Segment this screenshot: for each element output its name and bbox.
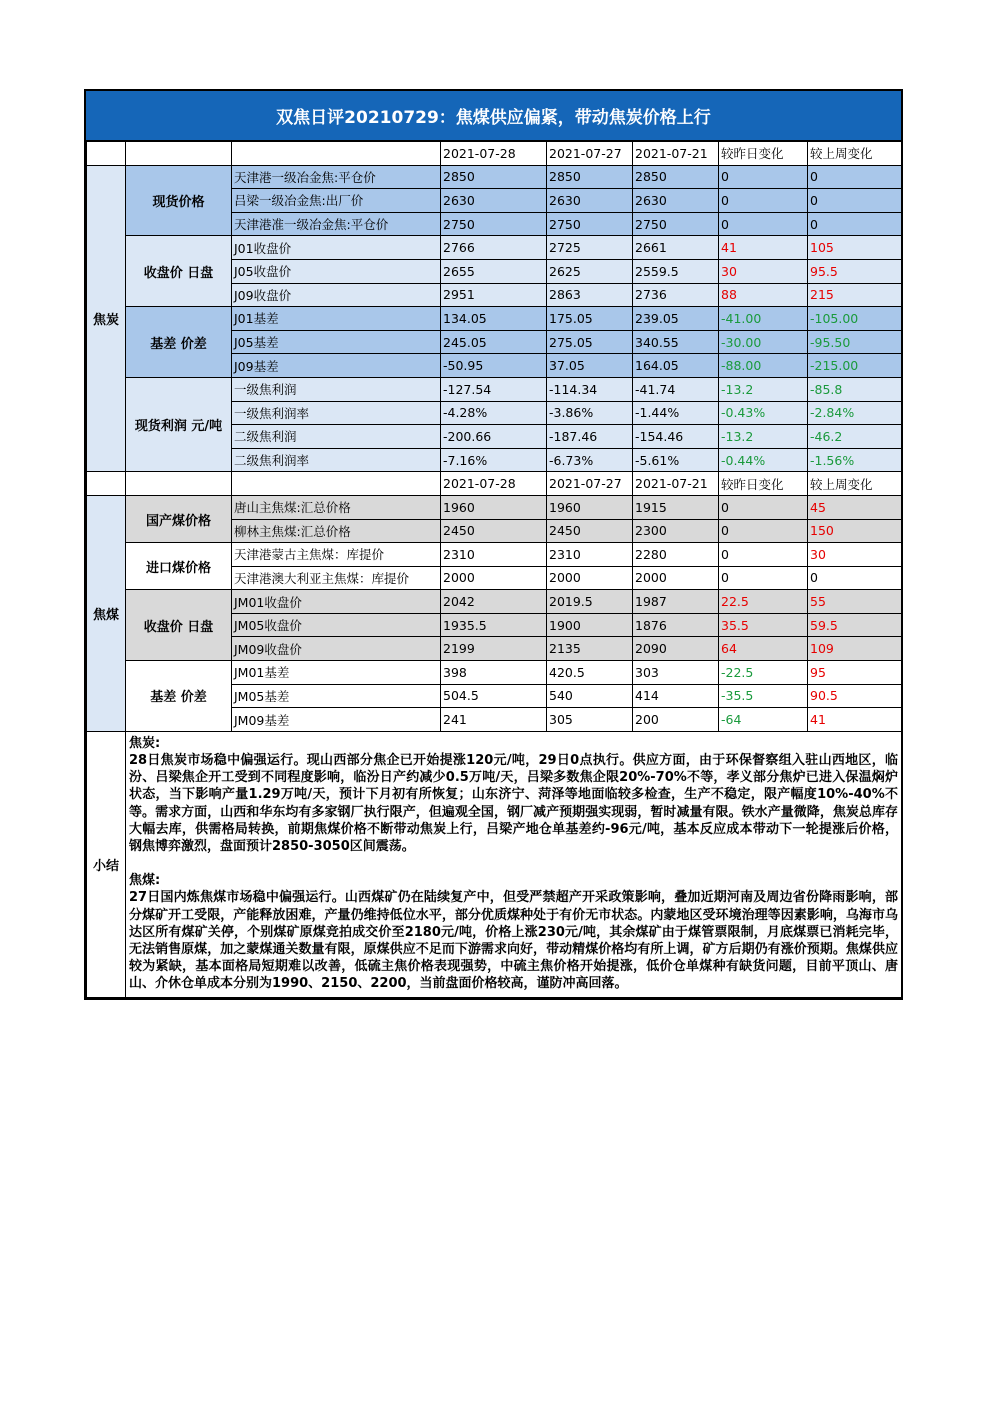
indicator-name: JM01基差 xyxy=(232,661,441,685)
value-cell: 2655 xyxy=(441,259,547,283)
value-cell: 37.05 xyxy=(547,354,633,378)
daily-change-cell: 88 xyxy=(719,283,808,307)
indicator-name: JM05收盘价 xyxy=(232,613,441,637)
daily-change-cell: 30 xyxy=(719,259,808,283)
table-row xyxy=(87,590,902,614)
weekly-change-cell: 95 xyxy=(808,661,902,685)
value-cell: 1960 xyxy=(547,495,633,519)
value-cell: 340.55 xyxy=(633,330,719,354)
daily-change-cell: 0 xyxy=(719,566,808,590)
daily-change-cell: 0 xyxy=(719,189,808,213)
value-cell: 1935.5 xyxy=(441,613,547,637)
daily-change-cell: -13.2 xyxy=(719,377,808,401)
weekly-change-cell: -105.00 xyxy=(808,307,902,331)
table-row xyxy=(87,236,902,260)
value-cell: 1915 xyxy=(633,495,719,519)
daily-change-cell: -30.00 xyxy=(719,330,808,354)
value-cell: -114.34 xyxy=(547,377,633,401)
weekly-change-cell: 0 xyxy=(808,189,902,213)
value-cell: -154.46 xyxy=(633,425,719,449)
value-cell: 414 xyxy=(633,684,719,708)
value-cell: 164.05 xyxy=(633,354,719,378)
summary-coke-heading: 焦炭: xyxy=(129,735,161,751)
value-cell: -41.74 xyxy=(633,377,719,401)
daily-change-cell: 41 xyxy=(719,236,808,260)
value-cell: 2725 xyxy=(547,236,633,260)
value-cell: 303 xyxy=(633,661,719,685)
daily-change-cell: -22.5 xyxy=(719,661,808,685)
value-cell: 2450 xyxy=(547,519,633,543)
value-cell: 2300 xyxy=(633,519,719,543)
weekly-change-cell: -95.50 xyxy=(808,330,902,354)
value-cell: 2135 xyxy=(547,637,633,661)
table-row xyxy=(87,495,902,519)
coking-coal-header-row xyxy=(87,472,902,496)
weekly-change-cell: 0 xyxy=(808,212,902,236)
header-blank xyxy=(87,142,126,166)
value-cell: 2450 xyxy=(441,519,547,543)
value-cell: 2019.5 xyxy=(547,590,633,614)
column-header: 较上周变化 xyxy=(808,472,902,496)
value-cell: 1876 xyxy=(633,613,719,637)
value-cell: 2661 xyxy=(633,236,719,260)
header-blank xyxy=(232,142,441,166)
value-cell: -5.61% xyxy=(633,448,719,472)
group-label: 进口煤价格 xyxy=(126,543,232,590)
value-cell: 175.05 xyxy=(547,307,633,331)
table-row xyxy=(87,661,902,685)
value-cell: 241 xyxy=(441,708,547,732)
value-cell: -7.16% xyxy=(441,448,547,472)
indicator-name: 唐山主焦煤:汇总价格 xyxy=(232,495,441,519)
daily-change-cell: 0 xyxy=(719,495,808,519)
weekly-change-cell: 215 xyxy=(808,283,902,307)
daily-change-cell: 0 xyxy=(719,519,808,543)
value-cell: 2042 xyxy=(441,590,547,614)
value-cell: 2750 xyxy=(633,212,719,236)
table-row xyxy=(87,377,902,401)
value-cell: 2850 xyxy=(441,165,547,189)
weekly-change-cell: 95.5 xyxy=(808,259,902,283)
indicator-name: 天津港一级冶金焦:平仓价 xyxy=(232,165,441,189)
value-cell: 2310 xyxy=(441,543,547,567)
value-cell: 239.05 xyxy=(633,307,719,331)
daily-change-cell: -35.5 xyxy=(719,684,808,708)
indicator-name: JM01收盘价 xyxy=(232,590,441,614)
value-cell: -4.28% xyxy=(441,401,547,425)
coking-coal-category-label: 焦煤 xyxy=(87,495,126,731)
value-cell: 2199 xyxy=(441,637,547,661)
report-sheet xyxy=(84,89,903,1000)
indicator-name: J09基差 xyxy=(232,354,441,378)
weekly-change-cell: 59.5 xyxy=(808,613,902,637)
indicator-name: 天津港准一级冶金焦:平仓价 xyxy=(232,212,441,236)
value-cell: 2850 xyxy=(633,165,719,189)
daily-change-cell: -64 xyxy=(719,708,808,732)
column-header: 2021-07-28 xyxy=(441,142,547,166)
value-cell: 2863 xyxy=(547,283,633,307)
column-header: 2021-07-27 xyxy=(547,142,633,166)
coke-header-row xyxy=(87,142,902,166)
value-cell: 2630 xyxy=(633,189,719,213)
header-blank xyxy=(232,472,441,496)
indicator-name: JM05基差 xyxy=(232,684,441,708)
indicator-name: 天津港澳大利亚主焦煤：库提价 xyxy=(232,566,441,590)
column-header: 2021-07-28 xyxy=(441,472,547,496)
group-label: 收盘价 日盘 xyxy=(126,590,232,661)
value-cell: 305 xyxy=(547,708,633,732)
daily-change-cell: 0 xyxy=(719,543,808,567)
value-cell: 2000 xyxy=(547,566,633,590)
indicator-name: JM09基差 xyxy=(232,708,441,732)
daily-change-cell: -13.2 xyxy=(719,425,808,449)
indicator-name: 柳林主焦煤:汇总价格 xyxy=(232,519,441,543)
indicator-name: J01基差 xyxy=(232,307,441,331)
header-blank xyxy=(87,472,126,496)
value-cell: 398 xyxy=(441,661,547,685)
coke-category-label: 焦炭 xyxy=(87,165,126,472)
value-cell: 420.5 xyxy=(547,661,633,685)
summary-text xyxy=(126,731,902,997)
value-cell: 2736 xyxy=(633,283,719,307)
value-cell: 2559.5 xyxy=(633,259,719,283)
summary-coke-text: 28日焦炭市场稳中偏强运行。现山西部分焦企已开始提涨120元/吨，29日0点执行。供应方面，由于环保督察组入驻山西地区，临汾、吕梁焦企开工受到不同程度影响，临汾日产约减少0.5万吨/天，吕梁多数焦企限20%-70%不等，孝义部分焦炉已进入保温焖炉状态，当下影响产量1.29万吨/天，预计下月初有所恢复；山东济宁、菏泽等地面临较多检查，生产不稳定，限产幅度10%-40%不等。需求方面，山西和华东均有多家钢厂执行限产，但遍观全国，钢厂减产预期强实现弱，暂时减量有限。铁水产量微降，焦炭总库存大幅去库，供需格局转换，前期焦煤价格不断带动焦炭上行，吕梁产地仓单基差约-96元/吨，基本反应成本带动下一轮提涨后价格，钢焦博弈激烈，盘面预计2850-3050区间震荡。 xyxy=(129,753,898,855)
indicator-name: 吕梁一级冶金焦:出厂价 xyxy=(232,189,441,213)
value-cell: 1900 xyxy=(547,613,633,637)
value-cell: -187.46 xyxy=(547,425,633,449)
indicator-name: J05基差 xyxy=(232,330,441,354)
value-cell: 275.05 xyxy=(547,330,633,354)
value-cell: 2951 xyxy=(441,283,547,307)
column-header: 2021-07-27 xyxy=(547,472,633,496)
summary-section xyxy=(87,731,902,997)
value-cell: 1960 xyxy=(441,495,547,519)
weekly-change-cell: 150 xyxy=(808,519,902,543)
weekly-change-cell: -46.2 xyxy=(808,425,902,449)
group-label: 基差 价差 xyxy=(126,661,232,732)
daily-change-cell: 35.5 xyxy=(719,613,808,637)
daily-change-cell: 64 xyxy=(719,637,808,661)
value-cell: 2000 xyxy=(441,566,547,590)
daily-change-cell: -0.44% xyxy=(719,448,808,472)
weekly-change-cell: 90.5 xyxy=(808,684,902,708)
daily-change-cell: 22.5 xyxy=(719,590,808,614)
daily-change-cell: 0 xyxy=(719,212,808,236)
header-blank xyxy=(126,472,232,496)
value-cell: -50.95 xyxy=(441,354,547,378)
indicator-name: J09收盘价 xyxy=(232,283,441,307)
value-cell: 2090 xyxy=(633,637,719,661)
coking-coal-section xyxy=(87,472,902,732)
coke-section xyxy=(87,142,902,472)
group-label: 基差 价差 xyxy=(126,307,232,378)
weekly-change-cell: 105 xyxy=(808,236,902,260)
value-cell: 2280 xyxy=(633,543,719,567)
value-cell: 200 xyxy=(633,708,719,732)
group-label: 现货价格 xyxy=(126,165,232,236)
value-cell: 2750 xyxy=(547,212,633,236)
weekly-change-cell: 30 xyxy=(808,543,902,567)
value-cell: 540 xyxy=(547,684,633,708)
value-cell: -200.66 xyxy=(441,425,547,449)
summary-coal-text: 27日国内炼焦煤市场稳中偏强运行。山西煤矿仍在陆续复产中，但受严禁超产开采政策影响，叠加近期河南及周边省份降雨影响，部分煤矿开工受限，产能释放困难，产量仍维持低位水平，部分优质煤种处于有价无市状态。内蒙地区受环境治理等因素影响，乌海市乌达区所有煤矿关停，个别煤矿原煤竞拍成交价至2180元/吨，价格上涨230元/吨，其余煤矿由于煤管票限制，月底煤票已消耗完毕，无法销售原煤，加之蒙煤通关数量有限，原煤供应不足而下游需求向好，带动精煤价格均有所上调，矿方后期仍有涨价预期。焦煤供应较为紧缺，基本面格局短期难以改善，低硫主焦价格表现强势，中硫主焦价格开始提涨，低价仓单煤种有缺货问题，目前平顶山、唐山、介休仓单成本分别为1990、2150、2200，当前盘面价格较高，谨防冲高回落。 xyxy=(129,890,898,992)
weekly-change-cell: 0 xyxy=(808,566,902,590)
weekly-change-cell: 41 xyxy=(808,708,902,732)
table-row xyxy=(87,165,902,189)
weekly-change-cell: -85.8 xyxy=(808,377,902,401)
value-cell: 2766 xyxy=(441,236,547,260)
indicator-name: J05收盘价 xyxy=(232,259,441,283)
value-cell: 2630 xyxy=(441,189,547,213)
value-cell: -3.86% xyxy=(547,401,633,425)
weekly-change-cell: 109 xyxy=(808,637,902,661)
group-label: 国产煤价格 xyxy=(126,495,232,542)
group-label: 现货利润 元/吨 xyxy=(126,377,232,471)
value-cell: 2850 xyxy=(547,165,633,189)
report-title: 双焦日评20210729：焦煤供应偏紧，带动焦炭价格上行 xyxy=(86,91,901,141)
daily-change-cell: 0 xyxy=(719,165,808,189)
summary-coal-heading: 焦煤: xyxy=(129,873,161,889)
table-row xyxy=(87,307,902,331)
value-cell: 1987 xyxy=(633,590,719,614)
daily-change-cell: -41.00 xyxy=(719,307,808,331)
group-label: 收盘价 日盘 xyxy=(126,236,232,307)
column-header: 较昨日变化 xyxy=(719,472,808,496)
table-row xyxy=(87,543,902,567)
value-cell: -1.44% xyxy=(633,401,719,425)
indicator-name: 天津港蒙古主焦煤：库提价 xyxy=(232,543,441,567)
weekly-change-cell: -1.56% xyxy=(808,448,902,472)
column-header: 较上周变化 xyxy=(808,142,902,166)
daily-change-cell: -88.00 xyxy=(719,354,808,378)
indicator-name: 二级焦利润 xyxy=(232,425,441,449)
value-cell: -127.54 xyxy=(441,377,547,401)
weekly-change-cell: 55 xyxy=(808,590,902,614)
data-table xyxy=(86,141,902,998)
weekly-change-cell: -2.84% xyxy=(808,401,902,425)
indicator-name: 二级焦利润率 xyxy=(232,448,441,472)
daily-change-cell: -0.43% xyxy=(719,401,808,425)
column-header: 较昨日变化 xyxy=(719,142,808,166)
value-cell: 504.5 xyxy=(441,684,547,708)
value-cell: 2310 xyxy=(547,543,633,567)
weekly-change-cell: -215.00 xyxy=(808,354,902,378)
weekly-change-cell: 0 xyxy=(808,165,902,189)
indicator-name: 一级焦利润率 xyxy=(232,401,441,425)
column-header: 2021-07-21 xyxy=(633,142,719,166)
summary-label: 小结 xyxy=(87,731,126,997)
header-blank xyxy=(126,142,232,166)
indicator-name: 一级焦利润 xyxy=(232,377,441,401)
weekly-change-cell: 45 xyxy=(808,495,902,519)
value-cell: 245.05 xyxy=(441,330,547,354)
value-cell: 2625 xyxy=(547,259,633,283)
value-cell: 2630 xyxy=(547,189,633,213)
value-cell: 134.05 xyxy=(441,307,547,331)
indicator-name: JM09收盘价 xyxy=(232,637,441,661)
value-cell: -6.73% xyxy=(547,448,633,472)
column-header: 2021-07-21 xyxy=(633,472,719,496)
indicator-name: J01收盘价 xyxy=(232,236,441,260)
value-cell: 2750 xyxy=(441,212,547,236)
value-cell: 2000 xyxy=(633,566,719,590)
